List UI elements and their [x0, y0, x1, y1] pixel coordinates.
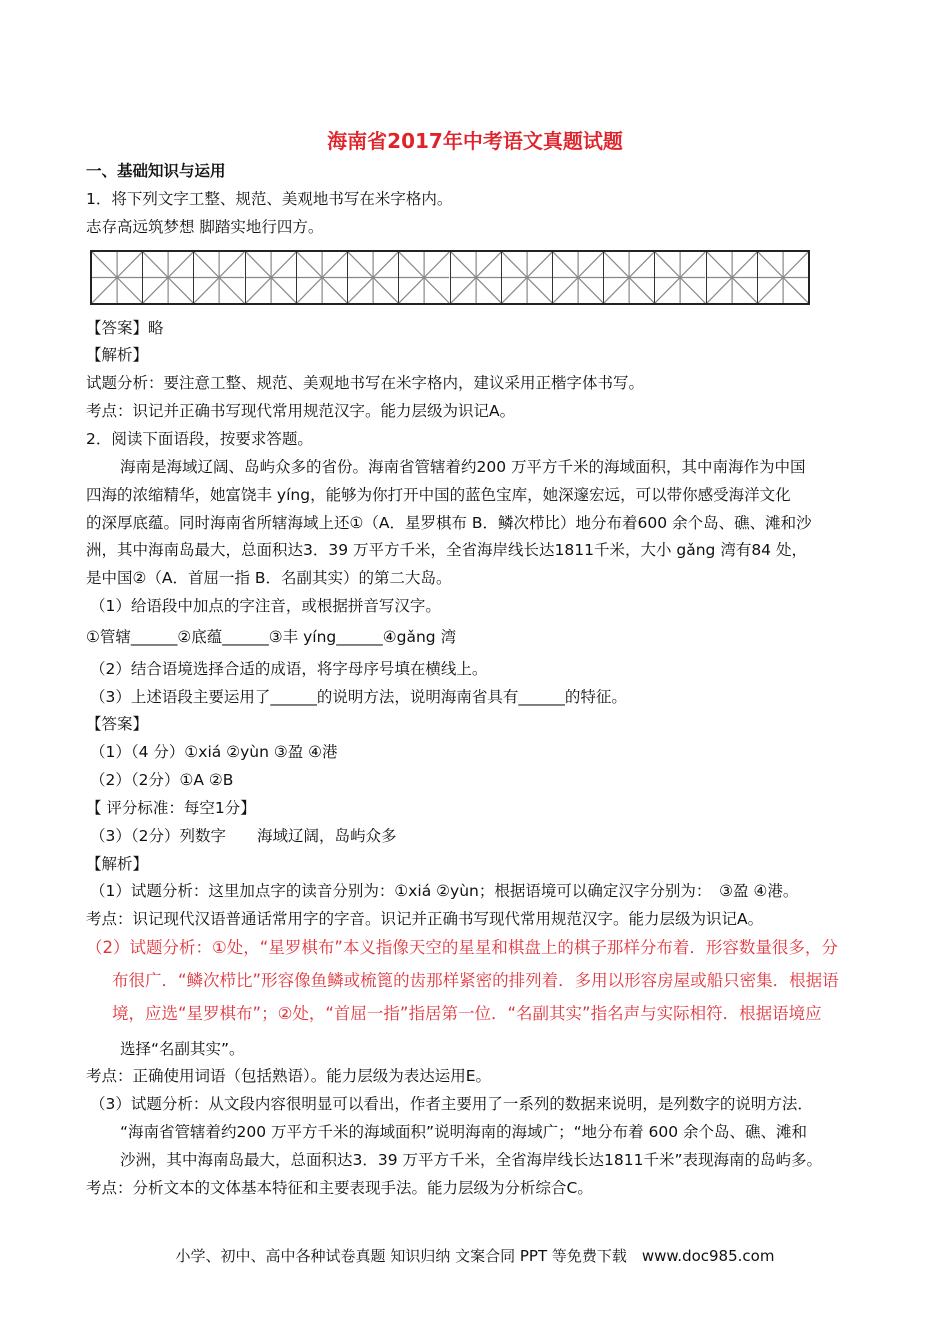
mizi-grid-cell — [553, 252, 604, 303]
footer-text: 小学、初中、高中各种试卷真题 知识归纳 文案合同 PPT 等免费下载 www.doc985.com — [175, 1247, 775, 1265]
q1-prompt: 1．将下列文字工整、规范、美观地书写在米字格内。 — [86, 190, 453, 208]
q1-answer: 【答案】略 — [86, 319, 164, 337]
mizi-grid-cell — [502, 252, 553, 303]
answer-line: 【 评分标准：每空1分】 — [86, 799, 256, 817]
q2-answer-label: 【答案】 — [86, 715, 149, 733]
sub-question-1-blanks: ①管辖______②底蕴______③丰 yíng______④gǎng 湾 — [86, 628, 457, 646]
answer-line: （1）（4 分）①xiá ②yùn ③盈 ④港 — [90, 743, 338, 761]
q1-analysis-label: 【解析】 — [86, 346, 149, 364]
analysis-3-line: （3）试题分析：从文段内容很明显可以看出，作者主要用了一系列的数据来说明，是列数字的说明方法． — [90, 1095, 813, 1113]
mizi-grid-cell — [758, 252, 808, 303]
mizi-grid-cell — [246, 252, 297, 303]
mizi-grid-cell — [604, 252, 655, 303]
mizi-grid-cell — [399, 252, 450, 303]
sub-question-1: （1）给语段中加点的字注音，或根据拼音写汉字。 — [90, 597, 441, 615]
passage-line: 是中国②（A．首屈一指 B．名副其实）的第二大岛。 — [86, 569, 452, 587]
analysis-1: （1）试题分析：这里加点字的读音分别为：①xiá ②yùn；根据语境可以确定汉字分别为： ③盈 ④港。 — [90, 882, 799, 900]
kaodian-3: 考点：分析文本的文体基本特征和主要表现手法。能力层级为分析综合C。 — [86, 1179, 593, 1197]
analysis-2-end: 选择“名副其实”。 — [120, 1040, 245, 1058]
analysis-3-line: “海南省管辖着约200 万平方千米的海域面积”说明海南的海域广；“地分布着 600 余个岛、礁、滩和 — [120, 1123, 808, 1141]
analysis-3-line: 沙洲，其中海南岛最大，总面积达3．39 万平方千米，全省海岸线长达1811千米”表现海南的岛屿多。 — [120, 1151, 822, 1169]
mizi-grid-cell — [348, 252, 399, 303]
kaodian-1: 考点：识记现代汉语普通话常用字的字音。识记并正确书写现代常用规范汉字。能力层级为识记A。 — [86, 910, 764, 928]
q1-analysis: 试题分析：要注意工整、规范、美观地书写在米字格内，建议采用正楷字体书写。 — [86, 374, 645, 392]
mizi-grid-cell — [655, 252, 706, 303]
sub-question-2: （2）结合语境选择合适的成语，将字母序号填在横线上。 — [90, 660, 488, 678]
passage-line: 的深厚底蕴。同时海南省所辖海域上还①（A．星罗棋布 B．鳞次栉比）地分布着600 余个岛、礁、滩和沙 — [86, 514, 812, 532]
passage-line: 洲，其中海南岛最大，总面积达3．39 万平方千米，全省海岸线长达1811千米，大小 gǎng 湾有84 处， — [86, 541, 807, 559]
mizi-grid-cell — [297, 252, 348, 303]
q1-kaodian: 考点：识记并正确书写现代常用规范汉字。能力层级为识记A。 — [86, 402, 516, 420]
mizi-grid-cell — [451, 252, 502, 303]
sub-question-3: （3）上述语段主要运用了______的说明方法，说明海南省具有______的特征。 — [90, 688, 627, 706]
analysis-2-line: 境，应选“星罗棋布”；②处，“首屈一指”指居第一位．“名副其实”指名声与实际相符．根据语境应 — [112, 1004, 822, 1023]
analysis-2-line: 布很广．“鳞次栉比”形容像鱼鳞或梳篦的齿那样紧密的排列着．多用以形容房屋或船只密集．根据语 — [112, 971, 839, 990]
q2-analysis-label: 【解析】 — [86, 855, 149, 873]
kaodian-2: 考点：正确使用词语（包括熟语）。能力层级为表达运用E。 — [86, 1067, 492, 1085]
mizi-grid-cell — [143, 252, 194, 303]
analysis-2-line: （2）试题分析：①处，“星罗棋布”本义指像天空的星星和棋盘上的棋子那样分布着．形容数量很多，分 — [86, 938, 838, 957]
q2-prompt: 2．阅读下面语段，按要求答题。 — [86, 430, 313, 448]
answer-line: （3）（2分）列数字 海域辽阔，岛屿众多 — [90, 827, 397, 845]
passage-line: 海南是海域辽阔、岛屿众多的省份。海南省管辖着约200 万平方千米的海域面积，其中南海作为中国 — [120, 458, 806, 476]
mizi-grid-cell — [92, 252, 143, 303]
mizi-grid-cell — [707, 252, 758, 303]
q1-text: 志存高远筑梦想 脚踏实地行四方。 — [86, 218, 324, 236]
mizi-grid — [90, 250, 810, 305]
page-title: 海南省2017年中考语文真题试题 — [327, 129, 623, 153]
section-heading: 一、基础知识与运用 — [86, 162, 226, 180]
mizi-grid-cell — [194, 252, 245, 303]
answer-line: （2）（2分）①A ②B — [90, 771, 234, 789]
passage-line: 四海的浓缩精华，她富饶丰 yíng，能够为你打开中国的蓝色宝库，她深邃宏远，可以带你感受海洋文化 — [86, 486, 791, 504]
